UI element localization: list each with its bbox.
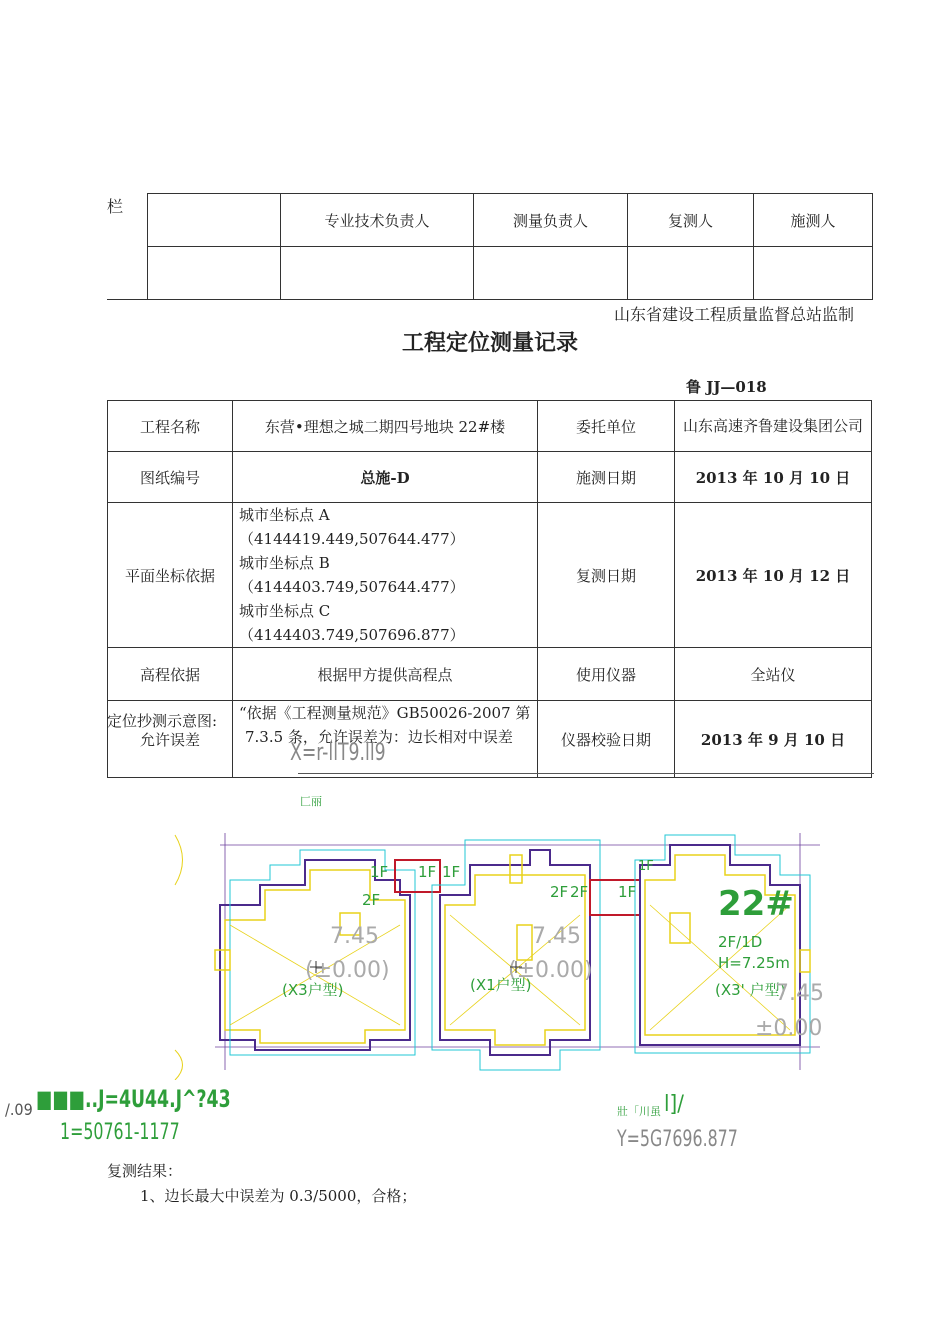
- elevation-value: 根据甲方提供高程点: [233, 648, 538, 701]
- label-1f-c: 1F: [442, 863, 461, 881]
- small-green-label: 匚丽: [300, 795, 322, 808]
- zero-1: (±0.00): [305, 958, 390, 983]
- header-surveyor: 施测人: [754, 194, 873, 247]
- signature-cell: [754, 247, 873, 300]
- diagram-label: 定位抄测示意图:: [107, 712, 218, 730]
- zero-3: ±0.00: [755, 1016, 823, 1041]
- header-tech-lead: 专业技术负责人: [281, 194, 474, 247]
- drawing-label: 图纸编号: [108, 452, 233, 503]
- client-value: 山东高速齐鲁建设集团公司: [675, 401, 872, 452]
- drawing-top-rule: [298, 773, 874, 774]
- left-coordinate-x: ■■■..J=4U44.J^?43: [36, 1085, 231, 1113]
- x-coordinate-top: X=r-llT9.ll9: [290, 738, 386, 766]
- signature-cell: [474, 247, 628, 300]
- height-info: H=7.25m: [718, 954, 790, 972]
- label-1f-d: 1F: [618, 883, 637, 901]
- result-label: 复测结果：: [107, 1162, 183, 1180]
- tolerance-label: 允许误差: [108, 701, 233, 778]
- coord-c: 城市坐标点 C（4144403.749,507696.877）: [239, 602, 465, 644]
- floor-info: 2F/1D: [718, 933, 763, 951]
- resurvey-date-label: 复测日期: [538, 503, 675, 648]
- signature-cell: [148, 247, 281, 300]
- signature-blank-header: [148, 194, 281, 247]
- right-coordinate-y: Y=5G7696.877: [617, 1127, 738, 1152]
- elev-2: 7.45: [532, 924, 581, 949]
- unit-type-2: (X1户型): [470, 976, 532, 994]
- elevation-label: 高程依据: [108, 648, 233, 701]
- supervisor-line: 山东省建设工程质量监督总站监制: [613, 305, 854, 324]
- building-number: 22#: [718, 884, 794, 924]
- client-label: 委托单位: [538, 401, 675, 452]
- instrument-value: 全站仪: [675, 648, 872, 701]
- survey-date-value: 2013 年 10 月 10 日: [675, 452, 872, 503]
- calibration-value: 2013 年 9 月 10 日: [675, 701, 872, 778]
- signature-side-label: 栏: [107, 194, 148, 300]
- label-2f-a: 2F: [362, 891, 381, 909]
- label-2f-c: 2F: [570, 883, 589, 901]
- zero-2: (±0.00): [508, 958, 593, 983]
- elev-3: 7.45: [775, 981, 824, 1006]
- tolerance-line-2: 7.3.5 条，允许误差为：边长相对中误差: [245, 728, 513, 746]
- signature-cell: [281, 247, 474, 300]
- label-1f-a: 1F: [370, 863, 389, 881]
- tolerance-line-1: “依据《工程测量规范》GB50026-2007 第: [239, 704, 531, 722]
- instrument-label: 使用仪器: [538, 648, 675, 701]
- site-plan-drawing: [170, 825, 830, 1080]
- signature-table: [107, 193, 873, 300]
- coord-a: 城市坐标点 A（4144419.449,507644.477）: [239, 506, 465, 548]
- resurvey-date-value: 2013 年 10 月 12 日: [675, 503, 872, 648]
- unit-type-1: (X3户型): [282, 981, 344, 999]
- result-item-1: 1、边长最大中误差为 0.3/5000，合格；: [140, 1187, 417, 1205]
- label-1f-e: 1F: [638, 859, 654, 874]
- form-code: 鲁 JJ—018: [686, 378, 767, 396]
- drawing-value: 总施-D: [233, 452, 538, 503]
- left-coordinate-y: 1=50761-1177: [60, 1120, 180, 1145]
- coord-b: 城市坐标点 B（4144403.749,507644.477）: [239, 554, 465, 596]
- label-2f-b: 2F: [550, 883, 569, 901]
- elev-1: 7.45: [330, 924, 379, 949]
- right-small-label: 壯「川虽: [617, 1105, 661, 1118]
- page-title: 工程定位测量记录: [401, 331, 578, 356]
- project-value: 东营•理想之城二期四号地块 22#楼: [233, 401, 538, 452]
- calibration-label: 仪器校验日期: [538, 701, 675, 778]
- signature-cell: [628, 247, 754, 300]
- header-resurveyor: 复测人: [628, 194, 754, 247]
- coord-label: 平面坐标依据: [108, 503, 233, 648]
- survey-date-label: 施测日期: [538, 452, 675, 503]
- header-survey-lead: 测量负责人: [474, 194, 628, 247]
- project-label: 工程名称: [108, 401, 233, 452]
- record-table: [107, 400, 872, 778]
- left-small-label: /.09: [5, 1100, 33, 1119]
- right-mark: l]/: [664, 1092, 684, 1117]
- label-1f-b: 1F: [418, 863, 437, 881]
- unit-type-3: (X3' 户型): [715, 981, 786, 999]
- coord-values: [233, 503, 538, 648]
